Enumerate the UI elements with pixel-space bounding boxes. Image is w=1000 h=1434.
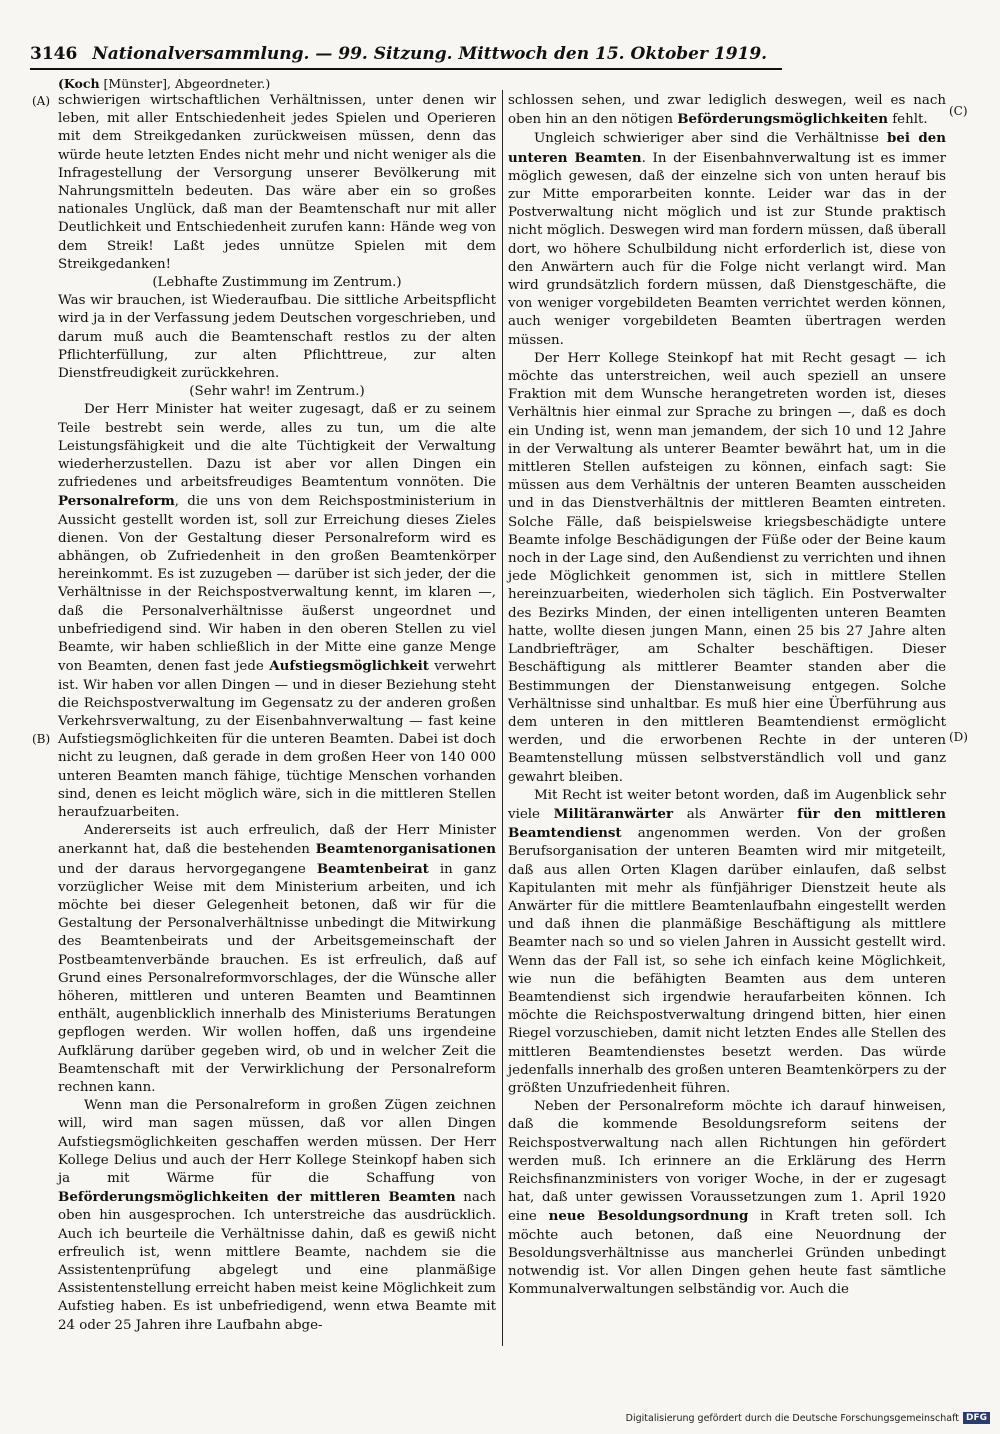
- reaction-note: (Sehr wahr! im Zentrum.): [189, 384, 365, 400]
- column-divider: [502, 90, 503, 1346]
- bold-term: Beamtenbeirat: [316, 860, 429, 877]
- digitization-footer: [610, 1412, 990, 1424]
- margin-marker-b: (B): [32, 732, 51, 746]
- paragraph: Wenn man die Personalreform in großen Zügen zeichnen will, wird man sagen müssen, daß vor allen Dingen Aufstiegsmöglichkeiten geschaffen werden müssen. Der Herr Kollege Delius und auch der Herr Kollege Steinkopf haben sich ja mit Wärme für die Schaffung von Beförderungsmöglichkeiten der mittleren Beamten nach oben hin ausgesprochen. Ich unterstreiche das ausdrücklich. Auch ich beurteile die Verhältnisse dahin, daß es gewiß nicht erfreulich ist, wenn mittlere Beamte, nachdem sie die Assistentenprüfung abgelegt und eine planmäßige Assistentenstellung erreicht haben meist keine Möglichkeit zum Aufstieg haben. Es ist unbefriedigend, wenn etwa Beamte mit 24 oder 25 Jahren ihre Laufbahn abge-: [58, 1098, 496, 1333]
- paragraph: schwierigen wirtschaftlichen Verhältnissen, unter denen wir leben, mit aller Entschiedenheit jedes Spielen und Operieren mit dem Streikgedanken zurückweisen müssen, denn das würde heute letzten Endes nicht mehr und nicht weniger als die Infragestellung der Versorgung unserer Bevölkerung mit Nahrungsmitteln bedeuten. Das wäre aber ein so großes nationales Unglück, daß man der Beamtenschaft nur mit aller Deutlichkeit und Entschiedenheit zurufen kann: Hände weg von dem Streik! Laßt jedes unnütze Spielen mit dem Streikgedanken!: [58, 93, 496, 272]
- bold-term: Personalreform: [58, 493, 175, 510]
- bold-term: Aufstiegsmöglichkeit: [269, 658, 429, 675]
- margin-marker-d: (D): [949, 730, 968, 744]
- paragraph: schlossen sehen, und zwar lediglich deswegen, weil es nach oben hin an den nötigen Beförderungsmöglichkeiten fehlt.: [508, 93, 946, 128]
- page-title: Nationalversammlung. — 99. Sitzung. Mittwoch den 15. Oktober 1919.: [92, 44, 768, 64]
- paragraph: Der Herr Minister hat weiter zugesagt, daß er zu seinem Teile bestrebt sein werde, alles zu tun, um die alte Leistungsfähigkeit und die alte Tüchtigkeit der Verwaltung wiederherzustellen. Dazu ist aber vor allen Dingen ein zufriedenes und arbeitsfreudiges Beamtentum vonnöten. Die Personalreform, die uns von dem Reichspostministerium in Aussicht gestellt worden ist, soll zur Erreichung dieses Zieles dienen. Von der Gestaltung dieser Personalreform wird es abhängen, ob Zufriedenheit in den großen Beamtenkörper hereinkommt. Es ist zuzugeben — darüber ist sich jeder, der die Verhältnisse in der Reichspostverwaltung kennt, im klaren —, daß die Personalverhältnisse äußerst ungeordnet und unbefriedigend sind. Wir haben in den oberen Stellen zu viel Beamte, wir haben schließlich in der Mitte eine ganze Menge von Beamten, denen fast jede Aufstiegsmöglichkeit verwehrt ist. Wir haben vor allen Dingen — und in dieser Beziehung steht die Reichspostverwaltung im Gegensatz zu der anderen großen Verkehrsverwaltung, zu der Eisenbahnverwaltung — fast keine Aufstiegsmöglichkeiten für die unteren Beamten. Dabei ist doch nicht zu leugnen, daß gerade in dem großen Heer von 140 000 unteren Beamten manch fähige, tüchtige Menschen vorhanden sind, denen es leicht möglich wäre, sich in die mittleren Stellen heraufzuarbeiten.: [58, 402, 496, 820]
- reaction-note: (Lebhafte Zustimmung im Zentrum.): [152, 275, 402, 291]
- speaker-name: (Koch: [58, 76, 100, 91]
- bold-term: Beförderungsmöglichkeiten: [677, 111, 888, 128]
- bold-term: Beförderungsmöglichkeiten der mittleren Beamten: [58, 1189, 456, 1206]
- right-column: [508, 92, 946, 1299]
- bold-term: Beamtenorganisationen: [315, 841, 496, 858]
- dfg-logo: DFG: [963, 1412, 990, 1424]
- left-column: [58, 92, 496, 1335]
- bold-term: Militäranwärter: [553, 805, 674, 822]
- bold-term: bei den unteren Beamten: [508, 130, 946, 166]
- paragraph: Der Herr Kollege Steinkopf hat mit Recht gesagt — ich möchte das unterstreichen, weil auch speziell an unsere Fraktion mit dem Wunsche herangetreten worden ist, dieses Verhältnis hier einmal zur Sprache zu bringen —, daß es doch ein Unding ist, wenn man jemandem, der sich 10 und 12 Jahre in der Verwaltung als unterer Beamter bewährt hat, um in die mittleren Stellen aufsteigen zu können, einfach sagt: Sie müssen aus dem Verhältnis der unteren Beamten ausscheiden und in das Dienstverhältnis der mittleren Beamten eintreten. Solche Fälle, daß beispielsweise kriegsbeschädigte untere Beamte infolge Beschädigungen der Füße oder der Beine kaum noch in der Lage sind, den Außendienst zu verrichten und ihnen jede Möglichkeit genommen ist, sich in mittlere Stellen hereinzuarbeiten, wiederholen sich täglich. Ein Postverwalter des Bezirks Minden, der einen intelligenten unteren Beamten hatte, wollte diesen jungen Mann, einen 25 bis 27 Jahre alten Landbriefträger, am Schalter beschäftigen. Dieser Beschäftigung als mittlerer Beamter standen aber die Bestimmungen der Dienstanweisung entgegen. Solche Verhältnisse sind unhaltbar. Es muß hier eine Überführung aus dem unteren in den mittleren Beamtendienst ermöglicht werden, und die erworbenen Rechte in der unteren Beamtenstellung müssen selbstverständlich voll und ganz gewahrt bleiben.: [508, 350, 946, 785]
- page-header: [30, 44, 782, 70]
- speaker-line: [58, 76, 270, 91]
- speaker-detail: [Münster], Abgeordneter.): [103, 76, 271, 91]
- footer-text: Digitalisierung gefördert durch die Deutsche Forschungsgemeinschaft: [625, 1412, 959, 1424]
- bold-term: für den mittleren Beamtendienst: [508, 805, 946, 842]
- margin-marker-c: (C): [949, 104, 968, 118]
- margin-marker-a: (A): [32, 94, 51, 108]
- paragraph: Ungleich schwieriger aber sind die Verhältnisse bei den unteren Beamten. In der Eisenbahnverwaltung ist es immer möglich gewesen, daß der einzelne sich von unten herauf bis zur Mitte emporarbeiten konnte. Leider war das in der Postverwaltung nicht möglich und ist zur Stunde praktisch nicht möglich. Deswegen wird man fordern müssen, daß überall dort, wo höhere Schulbildung nicht erforderlich ist, diese von den Anwärtern auch für die Folge nicht verlangt wird. Man wird grundsätzlich fordern müssen, daß Dienstgeschäfte, die von weniger vorgebildeten Beamten verrichtet werden können, auch weniger vorgebildeten Beamten übertragen werden müssen.: [508, 130, 946, 348]
- paragraph: Andererseits ist auch erfreulich, daß der Herr Minister anerkannt hat, daß die bestehenden Beamtenorganisationen und der daraus hervorgegangene Beamtenbeirat in ganz vorzüglicher Weise mit dem Ministerium arbeiten, und ich möchte bei dieser Gelegenheit betonen, daß wir für die Gestaltung der Personalverhältnisse unbedingt die Mitwirkung des Beamtenbeirats und der Arbeitsgemeinschaft der Postbeamtenverbände brauchen. Es ist erfreulich, daß auf Grund eines Personalreformvorschlages, der die Wünsche aller höheren, mittleren und unteren Beamten und Beamtinnen enthält, augenblicklich innerhalb des Ministeriums Beratungen gepflogen werden. Wir wollen hoffen, daß uns irgendeine Aufklärung darüber gegeben wird, ob und in welcher Zeit die Beamtenschaft mit der Verwirklichung der Personalreform rechnen kann.: [58, 823, 496, 1095]
- paragraph: Mit Recht ist weiter betont worden, daß im Augenblick sehr viele Militäranwärter als Anwärter für den mittleren Beamtendienst angenommen werden. Von der großen Berufsorganisation der unteren Beamten wird mir mitgeteilt, daß aus allen Orten Klagen darüber einlaufen, daß selbst Kapitulanten mit mehr als fünfjähriger Dienstzeit heute als Anwärter für die mittlere Beamtenlaufbahn eingestellt werden und daß ihnen die planmäßige Beschäftigung als mittlere Beamter nach so und so vielen Jahren in Aussicht gestellt wird. Wenn das der Fall ist, so sehe ich einfach keine Möglichkeit, wie nun die befähigten Beamten aus dem unteren Beamtendienst sich irgendwie heraufarbeiten können. Ich möchte die Reichspostverwaltung dringend bitten, hier einen Riegel vorzuschieben, damit nicht letzten Endes alle Stellen des mittleren Beamtendienstes besetzt werden. Das würde jedenfalls innerhalb des großen unteren Beamtenkörpers zu der größten Unzufriedenheit führen.: [508, 787, 946, 1096]
- paragraph: Was wir brauchen, ist Wiederaufbau. Die sittliche Arbeitspflicht wird ja in der Verfassung jedem Deutschen vorgeschrieben, und darum muß auch die Beamtenschaft restlos zu der alten Pflichterfüllung, zur alten Pflichttreue, zur alten Dienstfreudigkeit zurückkehren.: [58, 293, 496, 382]
- paragraph: Neben der Personalreform möchte ich darauf hinweisen, daß die kommende Besoldungsreform seitens der Reichspostverwaltung nach allen Richtungen hin gefördert werden muß. Ich erinnere an die Erklärung des Herrn Reichsfinanzministers von voriger Woche, in der er zugesagt hat, daß unter gewissen Voraussetzungen zum 1. April 1920 eine neue Besoldungsordnung in Kraft treten soll. Ich möchte auch betonen, daß eine Neuordnung der Besoldungsverhältnisse aus mancherlei Gründen unbedingt notwendig ist. Vor allen Dingen gehen heute fast sämtliche Kommunalverwaltungen selbständig vor. Auch die: [508, 1099, 946, 1298]
- page-number: 3146: [30, 44, 78, 64]
- bold-term: neue Besoldungsordnung: [548, 1208, 749, 1225]
